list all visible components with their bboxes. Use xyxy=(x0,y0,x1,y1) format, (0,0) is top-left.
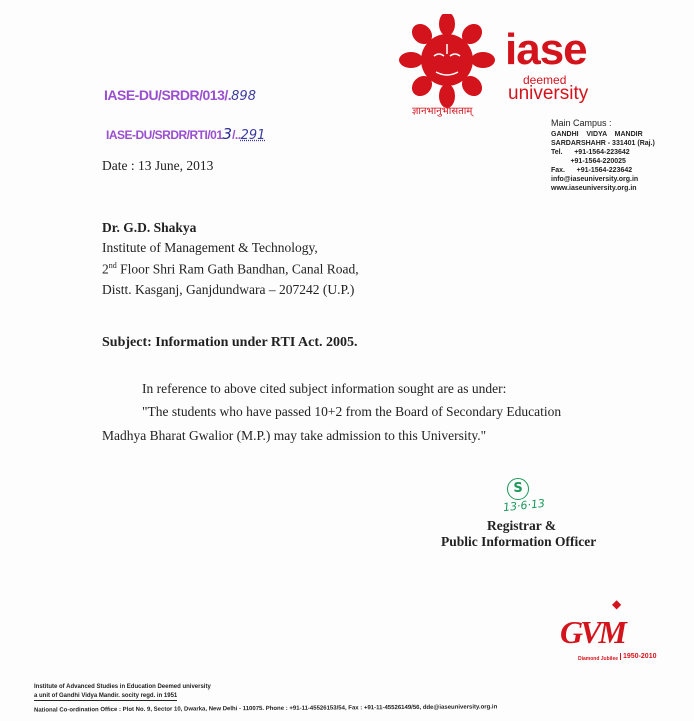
recipient-name: Dr. G.D. Shakya xyxy=(102,220,197,235)
subject-line: Subject: Information under RTI Act. 2005. xyxy=(102,335,358,350)
campus-title: Main Campus : xyxy=(551,118,612,128)
footer-line-2: a unit of Gandhi Vidya Mandir. socity regd. in 1951 xyxy=(34,693,178,699)
letter-date: Date : 13 June, 2013 xyxy=(102,158,214,173)
footer-line-1: Institute of Advanced Studies in Education Deemed university xyxy=(34,684,211,690)
reference-stamp-2: IASE-DU/SRDR/RTI/013/..291 xyxy=(106,125,266,143)
gvm-jubilee-logo: GVM xyxy=(560,614,624,650)
body-paragraph-2a: "The students who have passed 10+2 from the Board of Secondary Education xyxy=(142,404,562,419)
signature-date: 13·6·13 xyxy=(502,496,546,515)
recipient-line-3: Distt. Kasganj, Ganjdundwara – 207242 (U.P.) xyxy=(102,282,355,297)
brand-university: university xyxy=(508,83,589,104)
recipient-line-1: Institute of Management & Technology, xyxy=(102,240,318,255)
recipient-line-2: 2nd Floor Shri Ram Gath Bandhan, Canal Road, xyxy=(102,261,359,277)
campus-address: GANDHI VIDYA MANDIR SARDARSHAHR - 331401 (Raj.) Tel. +91-1564-223642 +91-1564-220025 Fax. +91-1564-223642 info@iaseuniversity.org.in www.iaseuniversity.org.in xyxy=(551,131,655,192)
brand-name: iase xyxy=(505,25,587,74)
diamond-icon: ◆ xyxy=(612,597,622,611)
signatory-title-2: Public Information Officer xyxy=(441,534,597,549)
signatory-title-1: Registrar & xyxy=(487,518,557,533)
brand-deemed: deemed xyxy=(523,73,567,87)
jubilee-label: Diamond Jubilee xyxy=(578,656,619,662)
initials-signature: S xyxy=(507,478,529,500)
motto: ज्ञानभानुर्भासताम् xyxy=(412,106,473,117)
jubilee-years: 1950-2010 xyxy=(620,653,656,660)
body-paragraph-2b: Madhya Bharat Gwalior (M.P.) may take admission to this University." xyxy=(102,428,487,443)
iase-sun-logo xyxy=(398,14,496,114)
footer-line-3: National Co-ordination Office : Plot No. 9, Sector 10, Dwarka, New Delhi - 110075. Phone : +91-11-45526153/54, Fax : +91-11-45526149/56, dde@iaseuniversity.org.in xyxy=(33,704,498,714)
reference-stamp-1: IASE-DU/SRDR/013/.898 xyxy=(104,87,256,104)
body-paragraph-1: In reference to above cited subject information sought are as under: xyxy=(142,381,507,396)
